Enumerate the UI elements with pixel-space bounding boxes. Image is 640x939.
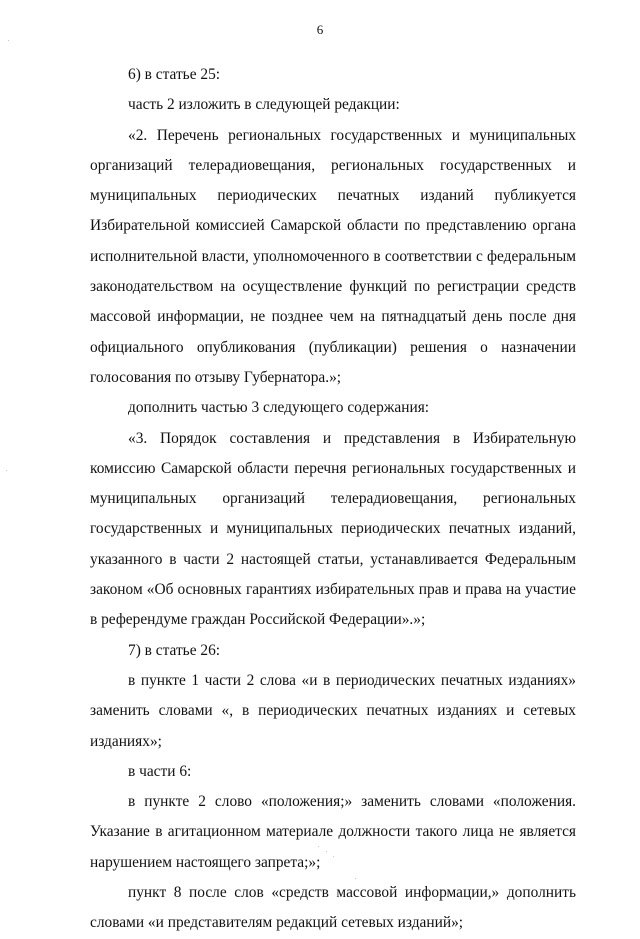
paragraph-part-3-text: «3. Порядок составления и представления в Избирательную комиссию Самарской области перечня региональных государственных и муниципальных организаций телерадиовещания, региональных государственных и муниципальных периодических печатных изданий, указанного в части 2 настоящей статьи, устанавливается Федеральным законом «Об основных гарантиях избирательных прав и права на участие в референдуме граждан Российской Федерации».»; (90, 429, 576, 629)
scan-speck (318, 846, 319, 847)
scan-speck (8, 40, 9, 41)
page-number: 6 (316, 22, 324, 37)
paragraph-part-6-point-8: пункт 8 после слов «средств массовой информации,» дополнить словами «и представителям редакций сетевых изданий»; (90, 884, 576, 932)
paragraph-part-6-intro: в части 6: (128, 762, 192, 780)
document-body (90, 60, 576, 939)
paragraph-part-2-text: «2. Перечень региональных государственных и муниципальных организаций телерадиовещания, региональных государственных и муниципальных периодических печатных изданий публикуется Избирательной комиссией Самарской области по представлению органа исполнительной власти, уполномоченного в соответствии с федеральным законодательством на осуществление функций по регистрации средств массовой информации, не позднее чем на пятнадцатый день после дня официального опубликования (публикации) решения о назначении голосования по отзыву Губернатора.»; (90, 126, 576, 386)
paragraph-part-2-intro: часть 2 изложить в следующей редакции: (128, 96, 400, 114)
paragraph-part-6-point-2: в пункте 2 слово «положения;» заменить словами «положения. Указание в агитационном материале должности такого лица не является нарушением настоящего запрета;»; (90, 793, 576, 871)
paragraph-part-2-point-1: в пункте 1 части 2 слова «и в периодических печатных изданиях» заменить словами «, в периодических печатных изданиях и сетевых изданиях»; (90, 671, 576, 750)
scan-speck (326, 851, 327, 852)
scan-speck (333, 856, 334, 857)
paragraph-article-26-heading: 7) в статье 26: (128, 641, 221, 659)
scan-speck (6, 470, 7, 471)
scan-speck (355, 878, 356, 879)
paragraph-part-3-intro: дополнить частью 3 следующего содержания: (128, 399, 430, 417)
paragraph-article-25-heading: 6) в статье 25: (128, 66, 221, 83)
